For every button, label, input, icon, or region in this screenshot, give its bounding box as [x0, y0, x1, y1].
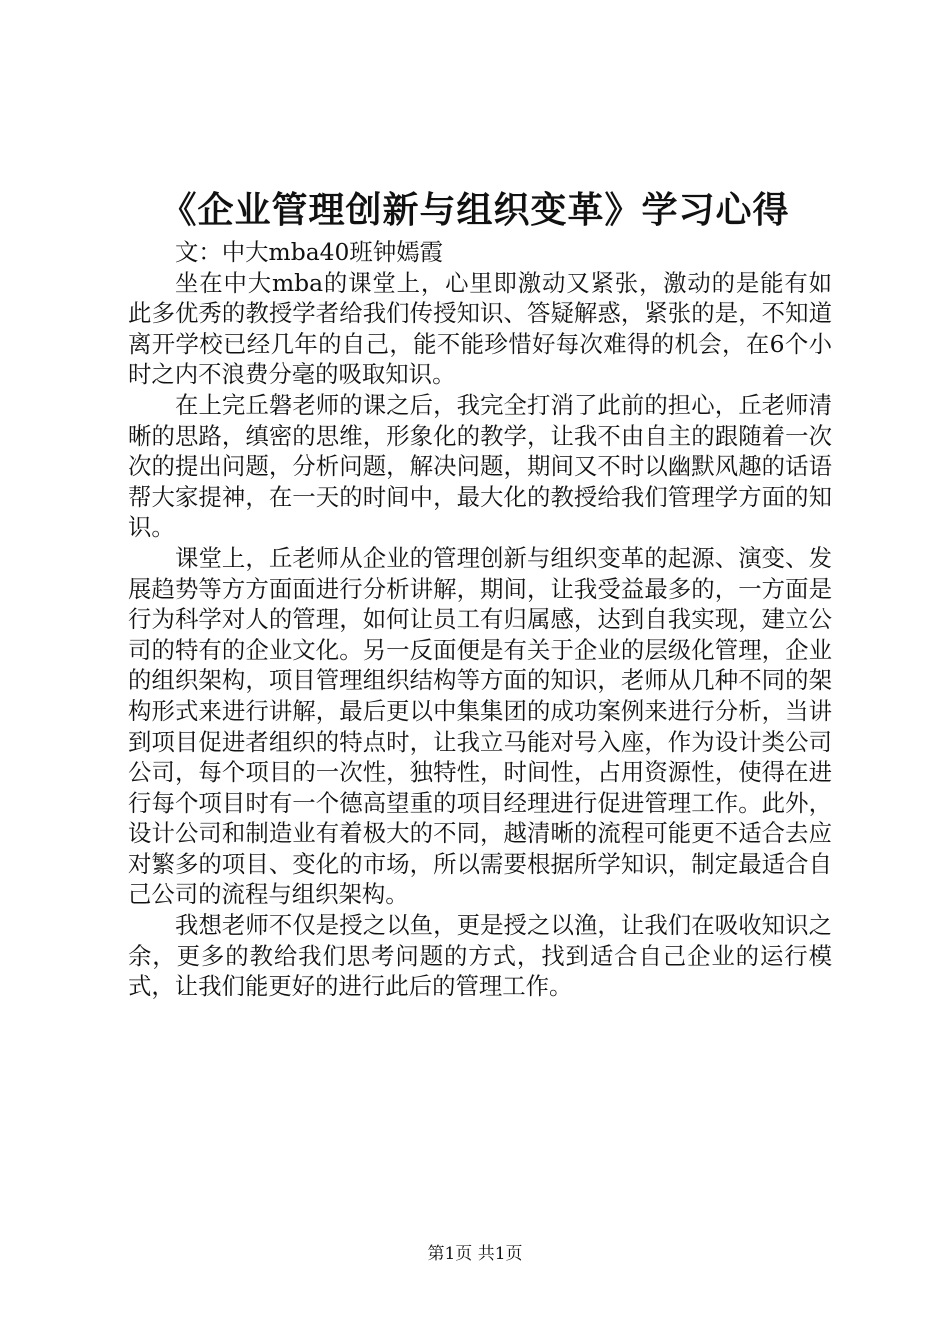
paragraph-1: 坐在中大mba的课堂上，心里即激动又紧张，激动的是能有如此多优秀的教授学者给我们传授知识、答疑解惑，紧张的是，不知道离开学校已经几年的自己，能不能珍惜好每次难得的机会，在6个小时之内不浪费分毫的吸取知识。 — [128, 268, 832, 389]
paragraph-2: 在上完丘磐老师的课之后，我完全打消了此前的担心，丘老师清晰的思路，缜密的思维，形象化的教学，让我不由自主的跟随着一次次的提出问题，分析问题，解决问题，期间又不时以幽默风趣的话语帮大家提神，在一天的时间中，最大化的教授给我们管理学方面的知识。 — [128, 390, 832, 542]
page-footer: 第1页 共1页 — [427, 1244, 523, 1264]
byline: 文：中大mba40班钟嫣霞 — [175, 238, 443, 266]
document-body — [128, 237, 832, 1002]
page-title: 《企业管理创新与组织变革》学习心得 — [160, 189, 790, 231]
paragraph-3: 课堂上，丘老师从企业的管理创新与组织变革的起源、演变、发展趋势等方方面面进行分析讲解，期间，让我受益最多的，一方面是行为科学对人的管理，如何让员工有归属感，达到自我实现，建立公司的特有的企业文化。另一反面便是有关于企业的层级化管理，企业的组织架构，项目管理组织结构等方面的知识，老师从几种不同的架构形式来进行讲解，最后更以中集集团的成功案例来进行分析，当讲到项目促进者组织的特点时，让我立马能对号入座，作为设计类公司公司，每个项目的一次性，独特性，时间性，占用资源性，使得在进行每个项目时有一个德高望重的项目经理进行促进管理工作。此外，设计公司和制造业有着极大的不同，越清晰的流程可能更不适合去应对繁多的项目、变化的市场，所以需要根据所学知识，制定最适合自己公司的流程与组织架构。 — [128, 543, 832, 909]
paragraph-4: 我想老师不仅是授之以鱼，更是授之以渔，让我们在吸收知识之余，更多的教给我们思考问题的方式，找到适合自己企业的运行模式，让我们能更好的进行此后的管理工作。 — [128, 911, 832, 1001]
